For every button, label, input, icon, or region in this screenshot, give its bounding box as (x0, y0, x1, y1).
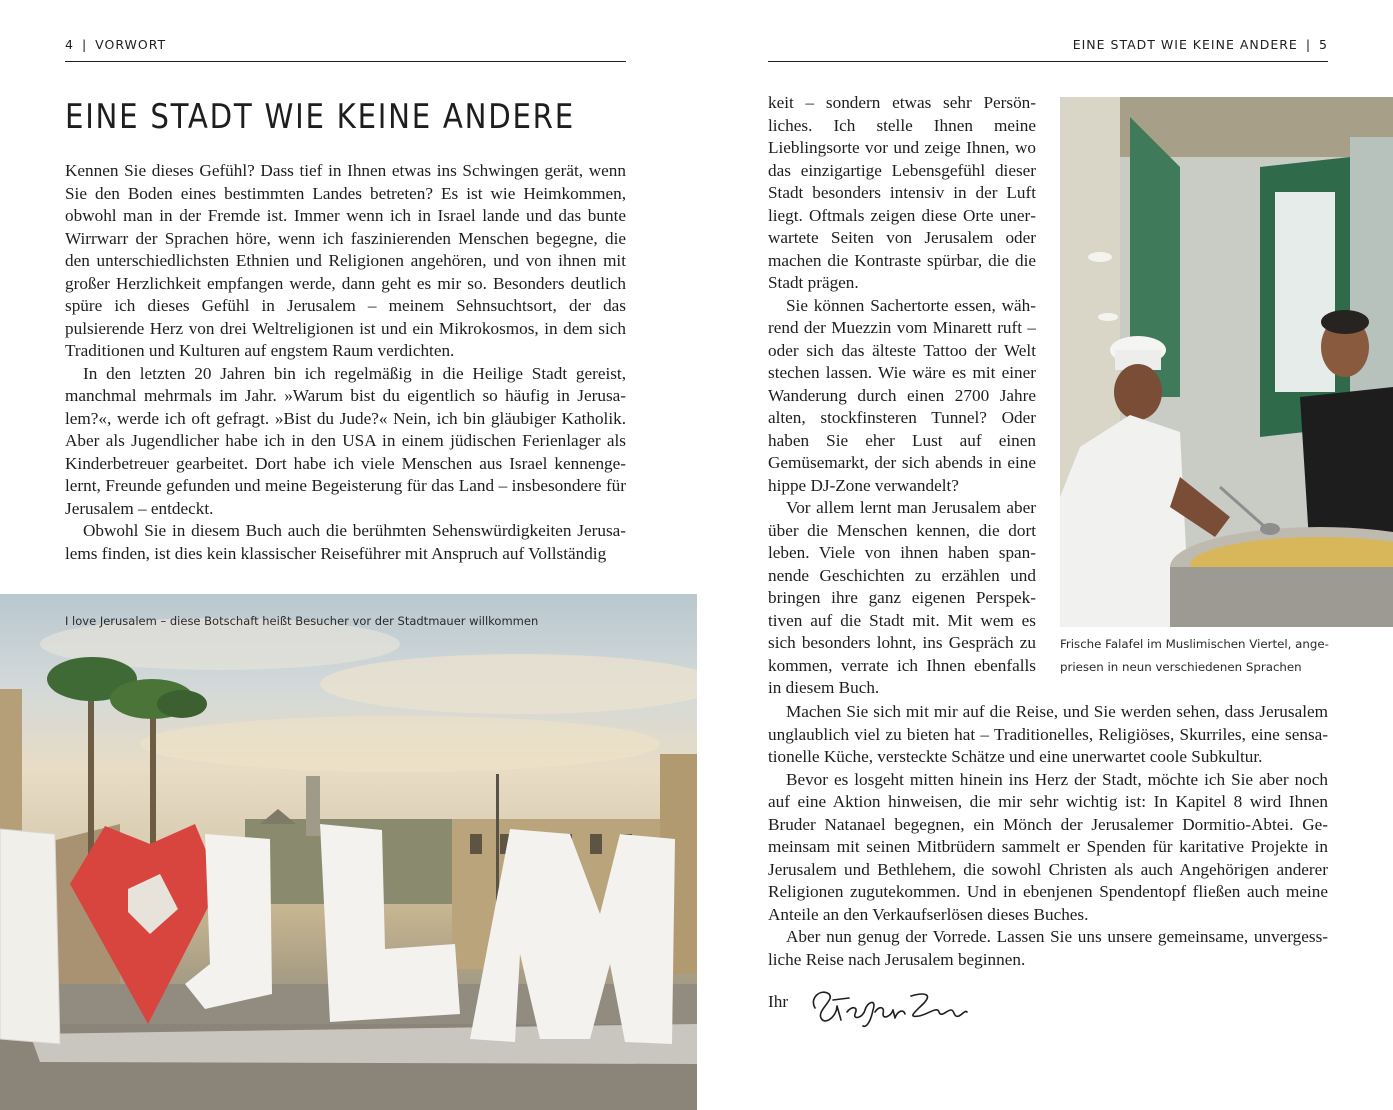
paragraph: In den letzten 20 Jahren bin ich regelmäßig in die Heilige Stadt gereist, manchmal mehrmals im Jahr. »Warum bist du eigentlich so häufig in Jerusalem?«, werde ich oft gefragt. »Bist du Jude?« Nein, ich bin gläubiger Katholik. Aber als Jugendlicher habe ich in den USA in einem jüdischen Ferienlager als Kinderbetreuer gearbeitet. Dort habe ich viele Menschen aus Israel kennengelernt, Freunde gefunden und meine Begeisterung für das Land – insbesondere für Jerusalem – entdeckt. (65, 363, 626, 518)
running-head-separator: | (1305, 36, 1312, 52)
header-rule-left (65, 61, 626, 62)
paragraph: keit – sondern etwas sehr Persönliches. Ich stelle Ihnen meine Lieblingsorte vor und zeige Ihnen, wo das einzigartige Lebensgefühl dieser Stadt besonders intensiv in der Luft liegt. Oftmals zeigen diese Orte unerwartete Seiten von Jerusalem oder machen die Kontraste spürbar, die die Stadt prägen. (768, 93, 1036, 292)
paragraph: Aber nun genug der Vorrede. Lassen Sie uns unsere gemeinsame, unvergessliche Reise nach Jerusalem beginnen. (768, 927, 1328, 969)
column-text (768, 92, 1036, 700)
handwritten-signature (807, 976, 972, 1038)
page-number-right: 5 (1319, 36, 1328, 52)
running-head-separator: | (81, 36, 88, 52)
header-rule-right (768, 61, 1328, 62)
chapter-title: EINE STADT WIE KEINE ANDERE (65, 97, 575, 137)
paragraph: Kennen Sie dieses Gefühl? Dass tief in Ihnen etwas ins Schwingen gerät, wenn Sie den Boden eines bestimmten Landes betreten? Es ist wie Heimkommen, obwohl man in der Fremde ist. Immer wenn ich in Israel lande und das bunte Wirrwarr der Sprachen höre, wenn ich faszinierenden Menschen begegne, die den unterschiedlichsten Ethnien und Religionen angehören, und von ihnen mit großer Herzlichkeit empfangen werde, dann geht es mir so. Besonders deutlich spüre ich dieses Gefühl in Jerusalem – meinem Sehnsuchtsort, der das pulsierende Herz von drei Weltreligionen ist und ein Mikrokosmos, in dem sich Traditionen und Kulturen auf engstem Raum verdichten. (65, 161, 626, 360)
jlm-sign-photo (0, 594, 697, 1110)
caption-line: Frische Falafel im Muslimischen Viertel, ange- (1060, 637, 1329, 651)
page-number-left: 4 (65, 36, 74, 52)
intro-text (65, 160, 626, 565)
section-title-right: EINE STADT WIE KEINE ANDERE (1072, 36, 1298, 52)
paragraph: Machen Sie sich mit mir auf die Reise, und Sie werden sehen, dass Jerusalem unglaublich viel zu bieten hat – Traditionelles, Religiöses, Skurriles, eine sensationelle Küche, versteckte Schätze und eine unerwartet coole Subkultur. (768, 702, 1328, 766)
photo-caption-falafel (1060, 633, 1360, 679)
paragraph: Obwohl Sie in diesem Buch auch die berühmten Sehenswürdigkeiten Jerusalems finden, ist dies kein klassischer Reiseführer mit Anspruch auf Vollständig (65, 521, 626, 563)
caption-line: priesen in neun verschiedenen Sprachen (1060, 660, 1302, 674)
photo-i-love-jlm (0, 594, 697, 1110)
running-head-left (65, 34, 166, 54)
signoff: Ihr (768, 992, 789, 1011)
running-head-right (1073, 34, 1328, 54)
section-title-left: VORWORT (95, 36, 167, 52)
paragraph: Bevor es losgeht mitten hinein ins Herz der Stadt, möchte ich Sie aber noch auf eine Aktion hinweisen, die mir sehr wichtig ist: In Kapitel 8 wird Ihnen Bruder Natanael begegnen, ein Mönch der Jerusalemer Dormitio-Abtei. Gemeinsam mit seinen Mitbrüdern sammelt er Spenden für karitative Projekte in Jerusalem und Bethlehem, die sowohl Christen als auch Angehörigen anderer Religionen zugutekommen. Und in ebenjenen Spendentopf fließen auch meine Anteile an den Verkaufserlösen dieses Buches. (768, 769, 1328, 924)
paragraph: Vor allem lernt man Jerusalem aber über die Menschen kennen, die dort leben. Viele von ihnen haben spannende Geschichten zu erzählen und bringen ihre ganz eigenen Perspektiven auf die Stadt mit. Mit wem es sich besonders lohnt, ins Gespräch zu kommen, verrate ich Ihnen ebenfalls in diesem Buch. (768, 498, 1036, 697)
photo-falafel (1060, 97, 1393, 627)
photo-caption-jlm: I love Jerusalem – diese Botschaft heißt Besucher vor der Stadtmauer willkommen (65, 614, 539, 628)
right-page (697, 0, 1393, 1110)
closing-text (768, 701, 1328, 971)
falafel-vendor-photo (1060, 97, 1393, 627)
paragraph: Sie können Sachertorte essen, während der Muezzin vom Minarett ruft – oder sich das älteste Tattoo der Welt stechen lassen. Wie wäre es mit einer Wanderung durch einen 2700 Jahre alten, stockfinsteren Tunnel? Oder haben Sie eher Lust auf einen Gemüsemarkt, der sich abends in eine hippe DJ-Zone verwandelt? (768, 295, 1036, 495)
